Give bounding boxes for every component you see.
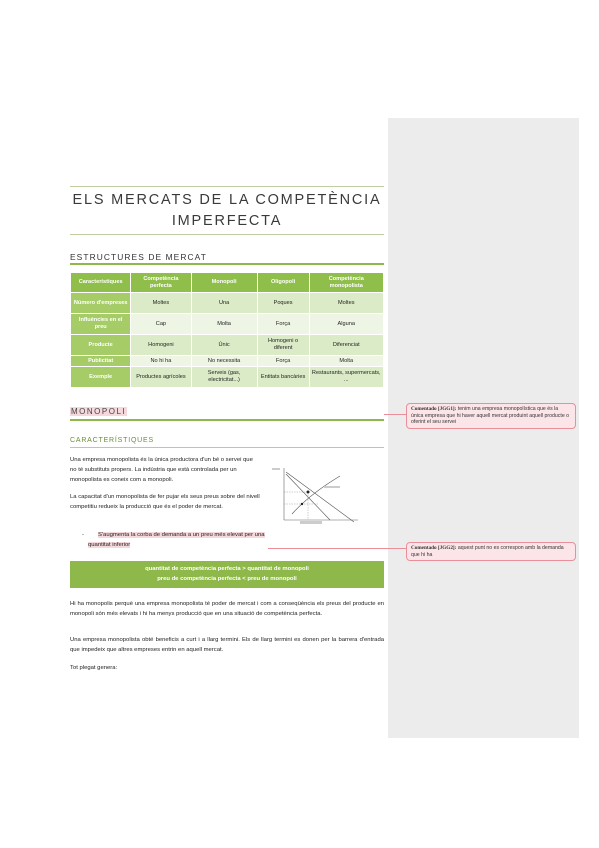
paragraph-reasons: Hi ha monopolis perquè una empresa monopolista té poder de mercat i com a conseqüència els preus del producte en monopoli són més elevats i hi ha menys producció que en una situació de competència perfecta.: [70, 601, 384, 617]
table-cell: Poques: [258, 293, 309, 313]
comment-text: aquest punt no es correspon amb la demanda que hi ha: [411, 545, 564, 558]
table-row: [71, 314, 383, 334]
table-cell: Productes agrícoles: [131, 367, 190, 387]
title-line-1: ELS MERCATS DE LA COMPETÈNCIA: [72, 192, 382, 208]
table-header-row: [71, 273, 383, 292]
comment-connector: [268, 548, 406, 549]
heading-estructures: ESTRUCTURES DE MERCAT: [70, 252, 207, 262]
table-cell: No hi ha: [131, 356, 190, 366]
table-row: [71, 293, 383, 313]
table-header: Oligopoli: [258, 273, 309, 292]
document-title: [70, 190, 384, 232]
table-cell: Força: [258, 314, 309, 334]
paragraph-market-power: La capacitat d'un monopolista de fer pujar els seus preus sobre del nivell competitiu redueix la producció que és el poder de mercat.: [70, 494, 260, 510]
table-row: [71, 335, 383, 355]
table-cell: Molta: [310, 356, 383, 366]
heading-rule: [70, 263, 384, 265]
table-cell: Entitats bancàries: [258, 367, 309, 387]
comment-balloon[interactable]: [406, 403, 576, 429]
table-cell: Cap: [131, 314, 190, 334]
title-top-rule: [70, 186, 384, 187]
table-cell: Únic: [192, 335, 257, 355]
title-bottom-rule: [70, 234, 384, 235]
callout-line-2: preu de competència perfecta < preu de monopoli: [157, 575, 297, 582]
table-header: Característiques: [71, 273, 130, 292]
title-line-2: IMPERFECTA: [171, 213, 283, 229]
table-header: Competència perfecta: [131, 273, 190, 292]
comment-author: Comentado [JGG2]:: [411, 545, 457, 551]
row-header: Producte: [71, 335, 130, 355]
comment-text: tenim una empresa monopolística que és la única empresa que hi haver aquell mercat produint aquell producte o oferint el seu servei: [411, 406, 570, 426]
table-header: Monopoli: [192, 273, 257, 292]
comment-connector: [384, 414, 406, 415]
heading-monopoli[interactable]: MONOPOLI: [71, 407, 127, 416]
table-cell: Homogeni o diferent: [258, 335, 309, 355]
table-header: Competència monopolista: [310, 273, 383, 292]
table-cell: Alguna: [310, 314, 383, 334]
table-cell: Força: [258, 356, 309, 366]
row-header: Influències en el preu: [71, 314, 130, 334]
row-header: Publicitat: [71, 356, 130, 366]
table-cell: Serveis (gas, electricitat...): [192, 367, 257, 387]
table-cell: Moltes: [131, 293, 190, 313]
table-cell: Homogeni: [131, 335, 190, 355]
table-cell: No necessita: [192, 356, 257, 366]
comment-balloon[interactable]: [406, 542, 576, 561]
table-cell: Una: [192, 293, 257, 313]
table-row: [71, 367, 383, 387]
table-cell: Moltes: [310, 293, 383, 313]
comment-author: Comentado [JGG1]:: [411, 406, 457, 412]
subheading-rule: [70, 447, 384, 448]
row-header: Exemple: [71, 367, 130, 387]
paragraph-conclusion: Tot plegat genera:: [70, 665, 118, 671]
table-row: [71, 356, 383, 366]
table-cell: Molta: [192, 314, 257, 334]
monopoly-graph-image: [270, 464, 362, 528]
callout-line-1: quantitat de competència perfecta > quantitat de monopoli: [145, 566, 309, 572]
paragraph-benefits: Una empresa monopolista obté beneficis a curt i a llarg termini. Els de llarg termini es donen per la barrera d'entrada que impedeix que altres empreses entrin en aquell mercat.: [70, 637, 384, 653]
bullet-dash: -: [82, 532, 84, 538]
table-cell: Diferenciat: [310, 335, 383, 355]
paragraph-definition: Una empresa monopolista és la única productora d'un bé o servei que no té substituts propers. La indústria que està controlada per un monopolista es coneix com a monopoli.: [70, 457, 253, 483]
heading-caracteristiques: CARACTERÍSTIQUES: [70, 437, 154, 444]
market-structures-table: [70, 272, 384, 388]
bullet-item: [82, 531, 268, 551]
heading-rule: [70, 419, 384, 421]
row-header: Número d'empreses: [71, 293, 130, 313]
table-cell: Restaurants, supermercats, ...: [310, 367, 383, 387]
bullet-text[interactable]: S'augmenta la corba de demanda a un preu més elevat per una quantitat inferior: [88, 532, 265, 548]
comparison-callout: [70, 561, 384, 588]
heading-monopoli-block: [70, 404, 384, 418]
